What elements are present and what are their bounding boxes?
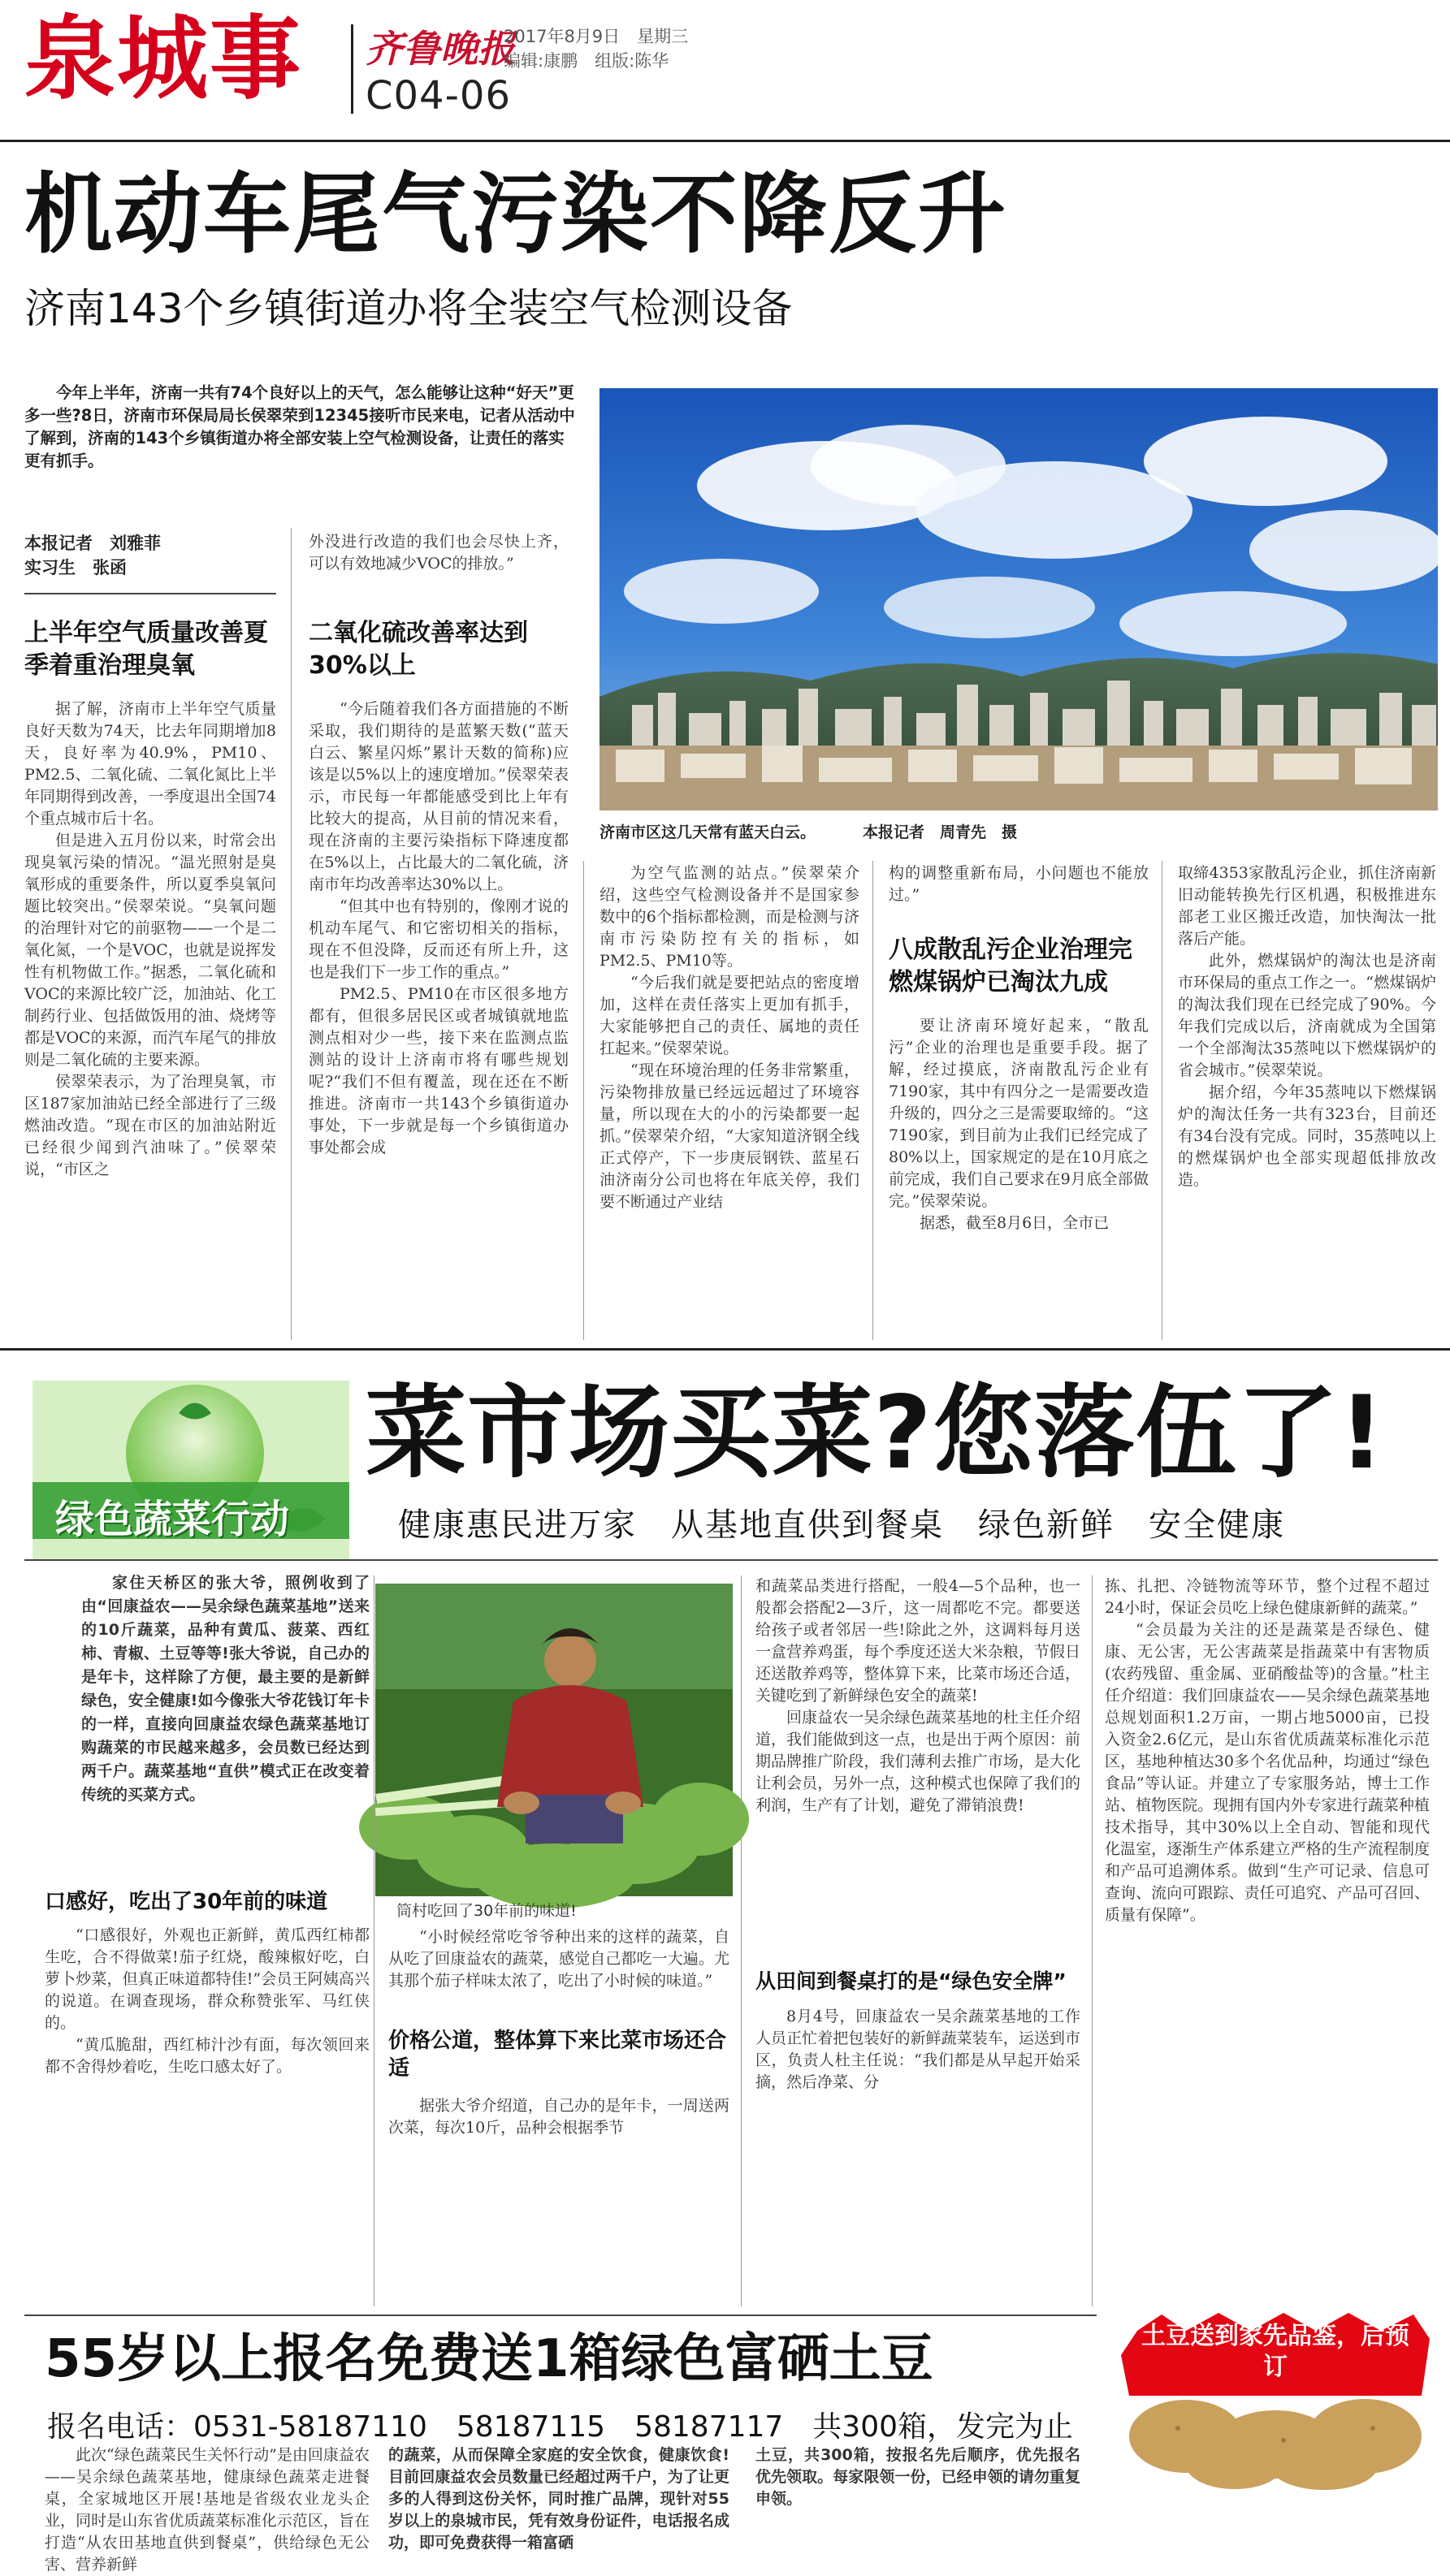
paragraph: 为空气监测的站点。”侯翠荣介绍，这些空气检测设备并不是国家参数中的6个指标都检测，而是检测与济南市污染防控有关的指标，如PM2.5、PM10等。 — [599, 864, 859, 970]
section-head-taste: 口感好，吃出了30年前的味道 — [45, 1890, 328, 1914]
rule — [24, 2315, 1097, 2316]
paragraph: 取缔4353家散乱污企业，抓住济南新旧动能转换先行区机遇，积极推进东部老工业区搬迁改造，加快淘汰一批落后产能。 — [1178, 864, 1436, 948]
column-4-top: 构的调整重新布局，小问题也不能放过。” — [889, 864, 1149, 904]
paragraph: 此外，燃煤锅炉的淘汰也是济南市环保局的重点工作之一。“燃煤锅炉的淘汰我们现在已经完成了90%。今年我们完成以后，济南就成为全国第一个全部淘汰35蒸吨以下燃煤锅炉的省会城市。”侯翠荣说。 — [1178, 952, 1436, 1079]
column-divider — [291, 528, 292, 1340]
potato-promo-image — [1113, 2306, 1438, 2479]
article2-column-4 — [1105, 1575, 1430, 1926]
main-headline: 机动车尾气污染不降反升 — [24, 164, 1008, 266]
paragraph: 土豆，共300箱，按报名先后顺序，优先报名优先领取。每家限领一份，已经申领的请勿重复申领。 — [755, 2446, 1080, 2508]
column-divider — [1092, 1575, 1093, 2306]
paragraph: 据悉，截至8月6日，全市已 — [920, 1214, 1110, 1232]
paragraph: “口感很好，外观也正新鲜，黄瓜西红柿都生吃，合不得做菜!茄子红烧，酸辣椒好吃，白萝卜炒菜，但真正味道都特佳!”会员王阿姨高兴的说道。在调查现场，群众称赞张军、马红侠的。 — [45, 1926, 370, 2032]
column-divider — [741, 1575, 742, 2306]
promo-badge-text: 土豆送到家先品鉴，后预订 — [1141, 2322, 1409, 2381]
column-2 — [309, 698, 569, 1159]
rule — [24, 1559, 1438, 1561]
paragraph: 侯翠荣表示，为了治理臭氧，市区187家加油站已经全部进行了三级燃油改造。“现在市区的加油站附近已经很少闻到汽油味了。”侯翠荣说，“市区之 — [24, 1073, 276, 1178]
page-code: C04-06 — [366, 73, 511, 119]
paragraph: 但是进入五月份以来，时常会出现臭氧污染的情况。“温光照射是臭氧形成的重要条件，所以夏季臭氧问题比较突出。”侯翠荣说。“臭氧问题的治理针对它的前驱物——一个是二氧化氮，一个是VOC，也就是说挥发性有机物做工作。”据悉，二氧化硫和VOC的来源比较广泛，加油站、化工制药行业、包括做饭用的油、烧烤等都是VOC的来源，而汽车尾气的排放则是二氧化硫的主要来源。 — [24, 832, 276, 1069]
article2-column-3 — [755, 1575, 1080, 1817]
intro-paragraph — [81, 1571, 370, 1807]
paragraph: “今后随着我们各方面措施的不断采取，我们期待的是蓝繁天数(“蓝天白云、繁星闪烁”累计天数的简称)应该是以5%以上的速度增加。”侯翠荣表示，市民每一年都能感受到比上年有比较大的提高，从目前的情况来看，现在济南的主要污染指标下降速度都在5%以上，占比最大的二氧化硫，济南市年均改善率达30%以上。 — [309, 700, 569, 893]
paragraph: “现在环境治理的任务非常繁重，污染物排放量已经远远超过了环境容量，所以现在大的小的污染都要一起抓。”侯翠荣介绍，“大家知道济钢全线正式停产，下一步庚辰钢铁、蓝星石油济南分公司也将在年底关停，我们要不断通过产业结 — [599, 1061, 859, 1211]
column-divider — [583, 861, 584, 1340]
paragraph: 8月4号，回康益农一吴余蔬菜基地的工作人员正忙着把包装好的新鲜蔬菜装车，运送到市区，负责人杜主任说：“我们都是从早起开始采摘，然后净菜、分 — [755, 2008, 1080, 2091]
editor-line: 编辑:康鹏 组版:陈华 — [504, 51, 669, 71]
article2-headline: 菜市场买菜?您落伍了! — [366, 1375, 1386, 1492]
paragraph: 回康益农一吴余绿色蔬菜基地的杜主任介绍道，我们能做到这一点，也是出于两个原因：前期品牌推广阶段，我们薄利去推广市场，是大化让利会员，另外一点，这种模式也保障了我们的利润，生产有了计划，避免了滞销浪费! — [755, 1709, 1080, 1814]
paragraph: “黄瓜脆甜，西红柿汁沙有面，每次领回来都不舍得炒着吃，生吃口感太好了。 — [45, 2036, 370, 2076]
taste-column — [45, 1925, 370, 2078]
photo-caption: 济南市区这几天常有蓝天白云。 — [599, 823, 816, 841]
promo-column-2 — [388, 2444, 729, 2552]
photo-credit: 本报记者 周青先 摄 — [863, 823, 1018, 841]
paragraph: “但其中也有特别的，像刚才说的机动车尾气、和它密切相关的指标，现在不但没降，反而还有所上升，这也是我们下一步工作的重点。” — [309, 897, 569, 981]
byline-reporter: 本报记者 刘雅菲 — [24, 534, 161, 553]
paragraph: 的蔬菜，从而保障全家庭的安全饮食，健康饮食!目前回康益农会员数量已经超过两千户，为了让更多的人得到这份关怀，同时推广品牌，现针对55岁以上的泉城市民，凭有效身份证件，电话报名成功，即可免费获得一箱富硒 — [388, 2446, 729, 2552]
city-skyline-photo — [599, 388, 1438, 810]
promo-phones: 报名电话：0531-58187110 58187115 58187117 共300箱，发完为止 — [47, 2410, 1074, 2444]
article2-subheadline: 健康惠民进万家 从基地直供到餐桌 绿色新鲜 安全健康 — [398, 1506, 1285, 1544]
date-info — [504, 24, 688, 73]
promo-headline: 55岁以上报名免费送1箱绿色富硒土豆 — [45, 2329, 933, 2389]
column-2-top: 外没进行改造的我们也会尽快上齐，可以有效地减少VOC的排放。” — [309, 533, 569, 573]
section-head-1: 上半年空气质量改善夏季着重治理臭氧 — [24, 619, 268, 680]
paragraph: “今后我们就是要把站点的密度增加，这样在责任落实上更加有抓手，大家能够把自己的责任、属地的责任扛起来。”侯翠荣说。 — [599, 974, 859, 1057]
paragraph: 家住天桥区的张大爷，照例收到了由“回康益农——吴余绿色蔬菜基地”送来的10斤蔬菜，品种有黄瓜、菠菜、西红柿、青椒、土豆等等!张大爷说，自己办的是年卡，这样除了方便，最主要的是新鲜绿色，安全健康!如今像张大爷花钱订年卡的一样，直接向回康益农绿色蔬菜基地订购蔬菜的市民越来越多，会员数已经达到两千户。蔬菜基地“直供”模式正在改变着传统的买菜方式。 — [81, 1574, 370, 1804]
paragraph: 据了解，济南市上半年空气质量良好天数为74天，比去年同期增加8天，良好率为40.9%，PM10、PM2.5、二氧化硫、二氧化氮比上半年同期得到改善，一季度退出全国74个重点城市后十名。 — [24, 700, 276, 828]
paragraph: 拣、扎把、冷链物流等环节，整个过程不超过24小时，保证会员吃上绿色健康新鲜的蔬菜。” — [1105, 1577, 1430, 1617]
paragraph: 据张大爷介绍道，自己办的是年卡，一周送两次菜，每次10斤，品种会根据季节 — [388, 2097, 729, 2137]
promo-column-3 — [755, 2444, 1080, 2508]
masthead-rule — [0, 140, 1450, 142]
paragraph: “会员最为关注的还是蔬菜是否绿色、健康、无公害，无公害蔬菜是指蔬菜中有害物质(农药残留、重金属、亚硝酸盐等)的含量。”杜主任介绍道：我们回康益农——吴余绿色蔬菜基地总规划面积1.2万亩，一期占地5000亩，已投入资金2.6亿元，是山东省优质蔬菜标准化示范区，基地种植达30多个名优品种，均通过“绿色食品”等认证。并建立了专家服务站，博士工作站、植物医院。现拥有国内外专家进行蔬菜种植技术指导，其中30%以上全自动、智能和现代化温室，逐渐生产体系建立严格的生产流程制度和产品可追溯体系。做到“生产可记录、信息可查询、流向可跟踪、责任可追究、产品可召回、质量有保障”。 — [1105, 1621, 1430, 1924]
section-head-safety: 从田间到餐桌打的是“绿色安全牌” — [755, 1969, 1067, 1993]
column-divider — [872, 861, 873, 1340]
column-3 — [599, 862, 859, 1213]
mid-quote — [388, 1926, 729, 1992]
section-head-2: 二氧化硫改善率达到30%以上 — [309, 619, 528, 680]
section-title: 泉城事 — [24, 6, 302, 112]
lead-paragraph: 今年上半年，济南一共有74个良好以上的天气，怎么能够让这种“好天”更多一些?8日，济南市环保局局长侯翠荣到12345接听市民来电，记者从活动中了解到，济南的143个乡镇街道办将全部安装上空气检测设备，让责任的落实更有抓手。 — [24, 383, 575, 470]
byline — [24, 531, 276, 580]
byline-intern: 实习生 张函 — [24, 558, 127, 577]
farmer-photo — [375, 1584, 733, 1896]
farmer-photo-caption: 筒村吃回了30年前的味道! — [396, 1902, 577, 1920]
paragraph: 和蔬菜品类进行搭配，一般4—5个品种，也一般都会搭配2—3斤，这一周都吃不完。都要送给孩子或者邻居一些!除此之外，这调料每月送一盒营养鸡蛋，每个季度还送大米杂粮，节假日还送散养鸡等，整体算下来，比菜市场还合适，关键吃到了新鲜绿色安全的蔬菜! — [755, 1577, 1080, 1705]
paragraph: 据介绍，今年35蒸吨以下燃煤锅炉的淘汰任务一共有323台，目前还有34台没有完成。同时，35蒸吨以上的燃煤锅炉也全部实现超低排放改造。 — [1178, 1083, 1436, 1189]
masthead-divider — [351, 24, 353, 114]
column-4 — [889, 1015, 1149, 1234]
rule — [24, 593, 276, 594]
section-head-3: 八成散乱污企业治理完燃煤锅炉已淘汰九成 — [889, 936, 1132, 996]
price-column — [388, 2095, 729, 2139]
column-5 — [1178, 862, 1436, 1191]
section-head-price: 价格公道，整体算下来比菜市场还合适 — [388, 2029, 727, 2081]
paragraph: 此次“绿色蔬菜民生关怀行动”是由回康益农——吴余绿色蔬菜基地，健康绿色蔬菜走进餐桌，全家城地区开展!基地是省级农业龙头企业，同时是山东省优质蔬菜标准化示范区，旨在打造“从农田基地直供到餐桌”，供给绿色无公害、营养新鲜 — [45, 2446, 370, 2574]
date-line: 2017年8月9日 星期三 — [504, 27, 689, 46]
article-separator — [0, 1348, 1450, 1351]
column-1 — [24, 698, 276, 1181]
green-vegetable-badge — [32, 1381, 349, 1559]
promo-column-1 — [45, 2444, 370, 2574]
paragraph: 要让济南环境好起来，“散乱污”企业的治理也是重要手段。据了解，经过摸底，济南散乱污企业有7190家，其中有四分之一是需要改造升级的，四分之三是需要取缔的。“这7190家，到目前为止我们已经完成了80%以上，国家规定的是在10月底之前完成，我们自己要求在9月底全部做完。”侯翠荣说。 — [889, 1017, 1149, 1210]
safety-column — [755, 2006, 1080, 2094]
main-subheadline: 济南143个乡镇街道办将全装空气检测设备 — [24, 285, 793, 332]
newspaper-logo: 齐鲁晚报 — [366, 27, 515, 71]
paragraph: “小时候经常吃爷爷种出来的这样的蔬菜，自从吃了回康益农的蔬菜，感觉自己都吃一大遍。尤其那个茄子样味太浓了，吃出了小时候的味道。” — [388, 1928, 729, 1990]
paragraph: PM2.5、PM10在市区很多地方都有，但很多居民区或者城镇就地监测点相对少一些，接下来在监测点监测站的设计上济南市将有哪些规划呢?“我们不但有覆盖，现在还在不断推进。济南市一共143个乡镇街道办事处，下一步就是每一个乡镇街道办事处都会成 — [309, 985, 569, 1156]
badge-text: 绿色蔬菜行动 — [55, 1497, 290, 1542]
